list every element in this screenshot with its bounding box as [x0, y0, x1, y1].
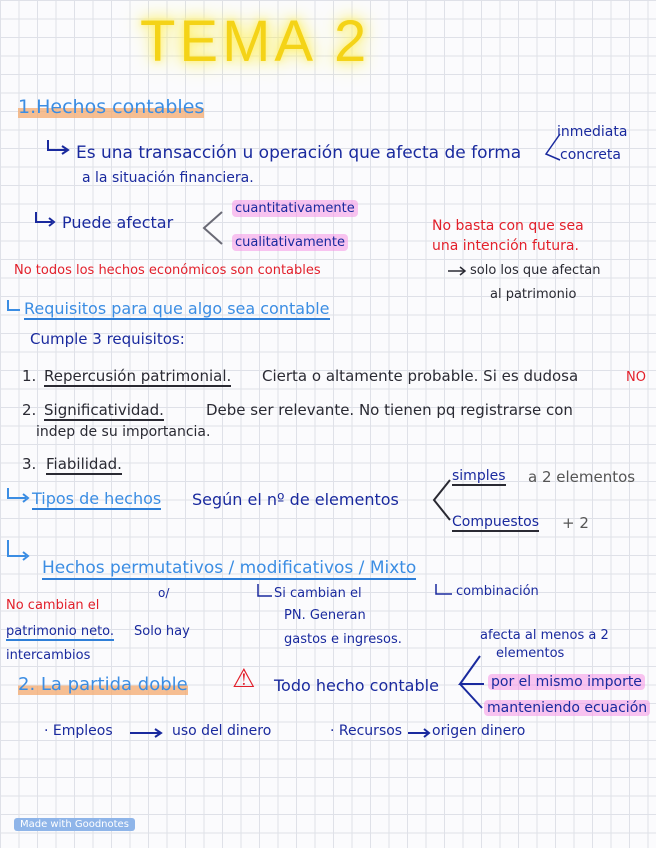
permutative-line-4: intercambios	[6, 648, 91, 663]
definition-option-concreta: concreta	[560, 147, 621, 163]
type-simple: simples	[452, 468, 506, 484]
warning-icon: ⚠	[232, 664, 256, 694]
resources-label: · Recursos	[330, 723, 403, 739]
modificative-line-2: PN. Generan	[284, 608, 366, 623]
definition-option-inmediata: inmediata	[557, 124, 628, 140]
or-label: o/	[158, 586, 170, 600]
section-heading-hechos-tipos: Hechos permutativos / modificativos / Mixto	[42, 558, 417, 578]
note-intention-line-2: una intención futura.	[432, 238, 579, 254]
req1-name: Repercusión patrimonial.	[44, 367, 232, 385]
req1-text: Cierta o altamente probable. Si es dudosa	[262, 367, 579, 385]
not-all-events-note: No todos los hechos económicos son contables	[14, 263, 321, 278]
section-heading-hechos-contables: 1.Hechos contables	[18, 96, 205, 118]
type-simple-desc: a 2 elementos	[528, 468, 636, 486]
only-affect-line-2: al patrimonio	[490, 287, 577, 302]
rule-keep-equation: manteniendo ecuación	[484, 700, 650, 716]
req1-number: 1.	[22, 367, 37, 385]
permutative-line-1: No cambian el	[6, 598, 100, 613]
section-heading-partida-doble: 2. La partida doble	[18, 674, 188, 695]
mixed-combination: combinación	[456, 584, 539, 599]
goodnotes-watermark: Made with Goodnotes	[14, 818, 135, 831]
section-heading-requisitos: Requisitos para que algo sea contable	[24, 299, 330, 318]
req1-no: NO	[626, 370, 646, 385]
modificative-line-1: Si cambian el	[274, 586, 362, 601]
affect-label: Puede afectar	[62, 213, 174, 232]
rule-same-amount: por el mismo importe	[488, 674, 645, 690]
note-intention-line-1: No basta con que sea	[432, 218, 584, 234]
definition-line-2: a la situación financiera.	[82, 170, 254, 186]
types-label: Tipos de hechos	[32, 489, 162, 508]
only-affect-line-1: solo los que afectan	[470, 263, 601, 278]
uses-description: uso del dinero	[172, 723, 272, 739]
req2-number: 2.	[22, 401, 37, 419]
rule-affects-two: afecta al menos a 2	[480, 628, 609, 643]
rule-affects-two-line-2: elementos	[496, 646, 565, 661]
permutative-line-3: Solo hay	[134, 624, 190, 639]
uses-label: · Empleos	[44, 723, 113, 739]
req2-text-line-2: indep de su importancia.	[36, 424, 211, 440]
req2-name: Significatividad.	[44, 401, 164, 419]
affect-option-quantitative: cuantitativamente	[232, 200, 358, 217]
every-event-statement: Todo hecho contable	[274, 676, 439, 695]
req3-number: 3.	[22, 455, 37, 473]
type-compound: Compuestos	[452, 514, 539, 530]
permutative-line-2: patrimonio neto.	[6, 624, 115, 639]
type-compound-desc: + 2	[562, 514, 589, 532]
definition-line-1: Es una transacción u operación que afecta de forma	[76, 143, 522, 163]
req3-name: Fiabilidad.	[46, 455, 122, 473]
meets-requirements: Cumple 3 requisitos:	[30, 330, 185, 348]
page-title: TEMA 2	[140, 9, 371, 74]
affect-option-qualitative: cualitativamente	[232, 234, 348, 251]
by-number-of-elements: Según el nº de elementos	[192, 490, 399, 509]
resources-description: origen dinero	[432, 723, 526, 739]
modificative-line-3: gastos e ingresos.	[284, 632, 402, 647]
req2-text: Debe ser relevante. No tienen pq registrarse con	[206, 401, 573, 419]
